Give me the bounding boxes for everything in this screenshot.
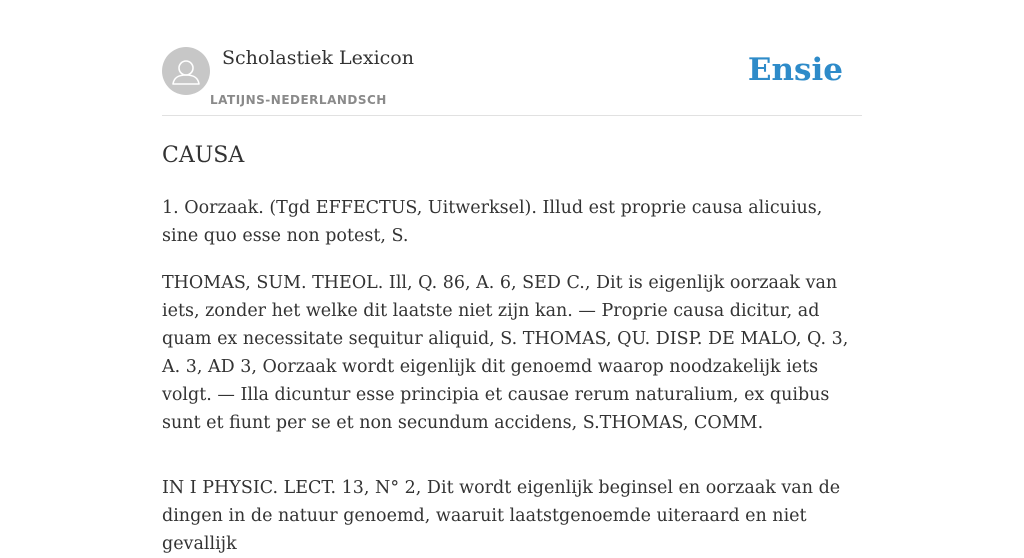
entry-paragraph: THOMAS, SUM. THEOL. Ill, Q. 86, A. 6, SED C., Dit is eigenlijk oorzaak van iets, zonder het welke dit laatste niet zijn kan. — Proprie causa dicitur, ad quam ex necessitate sequitur aliquid, S. THOMAS, QU. DISP. DE MALO, Q. 3, A. 3, AD 3, Oorzaak wordt eigenlijk dit genoemd waarop noodzakelijk iets volgt. — Illa dicuntur esse principia et causae rerum naturalium, ex quibus sunt et fiunt per se et non secundum accidens, S.THOMAS, COMM. [162, 273, 849, 433]
entry-content [162, 194, 862, 558]
entry-paragraph: 1. Oorzaak. (Tgd EFFECTUS, Uitwerksel). Illud est proprie causa alicuius, sine quo esse non potest, S. [162, 198, 823, 246]
avatar[interactable] [162, 47, 210, 95]
entry-title: CAUSA [162, 143, 245, 168]
user-icon [162, 47, 210, 95]
page [162, 0, 862, 558]
header [162, 47, 862, 116]
entry-paragraph: IN I PHYSIC. LECT. 13, N° 2, Dit wordt eigenlijk beginsel en oorzaak van de dingen in de natuur genoemd, waaruit laatstgenoemde uiteraard en niet gevallijk [162, 478, 841, 554]
site-subtitle: LATIJNS-NEDERLANDSCH [210, 93, 387, 107]
site-title[interactable]: Scholastiek Lexicon [222, 47, 414, 69]
brand-logo[interactable]: Ensie [747, 52, 843, 88]
